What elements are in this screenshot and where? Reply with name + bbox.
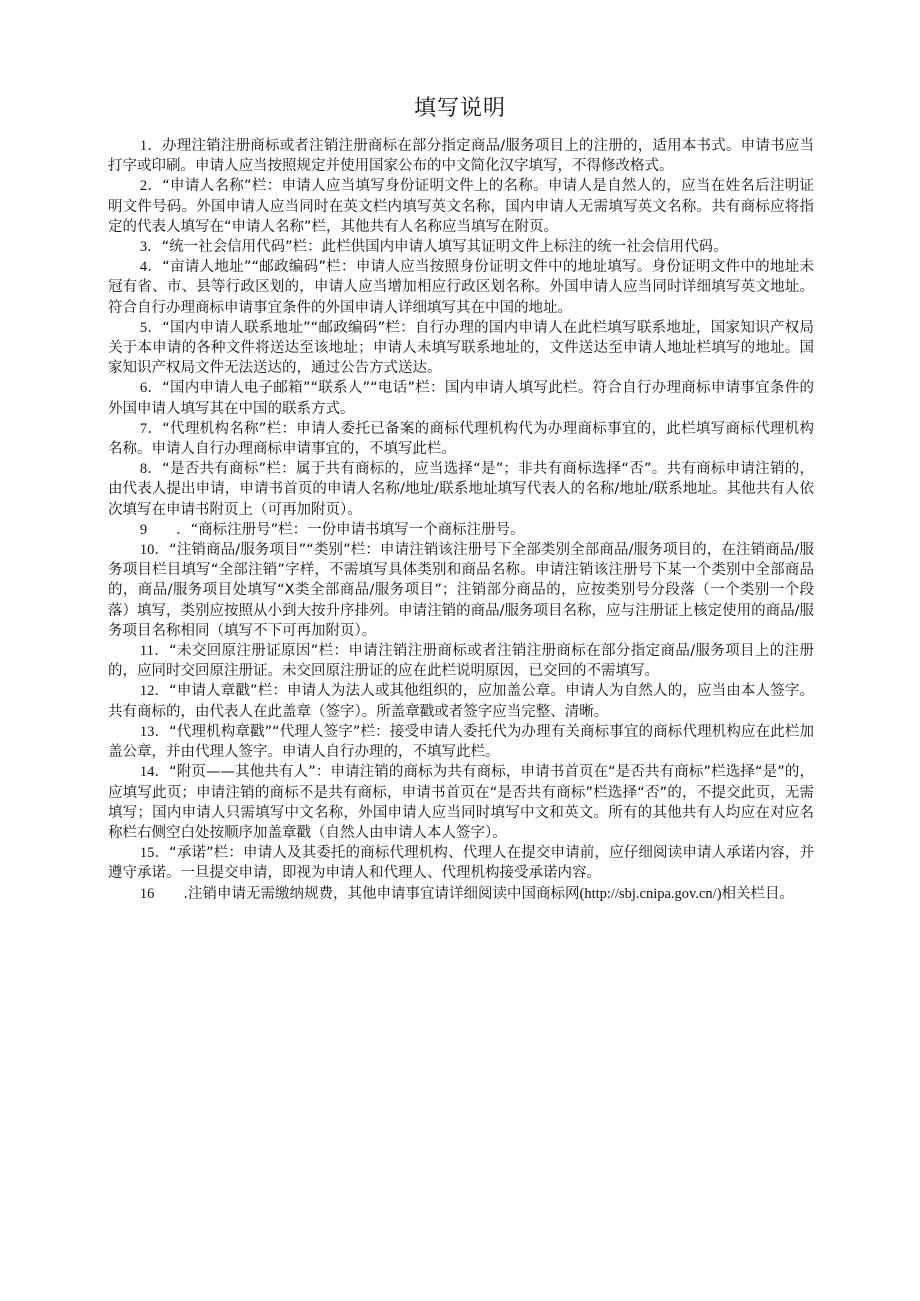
trademark-website-link[interactable]: (http://sbj.cnipa.gov.cn/): [579, 885, 722, 902]
paragraph-number: 2: [139, 178, 148, 195]
paragraph-text: .注销申请无需缴纳规费，其他申请事宜请详细阅读中国商标网: [154, 885, 580, 902]
paragraph-text: ．“承诺”栏：申请人及其委托的商标代理机构、代理人在提交申请前，应仔细阅读申请人承诺内容，并遵守承诺。一旦提交申请，即视为申请人和代理人、代理机构接受承诺内容。: [108, 845, 814, 882]
instruction-paragraph-13: [108, 722, 814, 762]
paragraph-text: ．“代理机构章戳”“代理人签字”栏：接受申请人委托代为办理有关商标事宜的商标代理机构应在此栏加盖公章，并由代理人签字。申请人自行办理的，不填写此栏。: [108, 723, 814, 761]
instruction-paragraph-7: [108, 419, 814, 459]
paragraph-text: ．“国内申请人联系地址”“邮政编码”栏：自行办理的国内申请人在此栏填写联系地址，国家知识产权局关于本申请的各种文件将送达至该地址；申请人未填写联系地址的，文件送达至申请人地址栏填写的地址。国家知识产权局文件无法送达的，通过公告方式送达。: [108, 319, 814, 377]
paragraph-text: ．“申请人章戳”栏：申请人为法人或其他组织的，应加盖公章。申请人为自然人的，应当由本人签字。共有商标的，由代表人在此盖章（签字）。所盖章戳或者签字应当完整、清晰。: [108, 683, 814, 720]
paragraph-number: 3: [139, 239, 148, 256]
paragraph-number: 10: [139, 542, 155, 559]
instructions-body: [108, 136, 814, 904]
paragraph-number: 5: [139, 319, 148, 336]
paragraph-number: 13: [139, 723, 155, 740]
paragraph-text: ．“国内申请人电子邮箱”“联系人”“电话”栏：国内申请人填写此栏。符合自行办理商标申请事宜条件的外国申请人填写其在中国的联系方式。: [108, 380, 814, 417]
paragraph-text: ．“附页——其他共有人”：申请注销的商标为共有商标，申请书首页在“是否共有商标”栏选择“是”的，应填写此页；申请注销的商标不是共有商标，申请书首页在“是否共有商标”栏选择“否”的，不提交此页，无需填写；国内申请人只需填写中文名称，外国申请人应当同时填写中文和英文。所有的其他共有人均应在对应名称栏右侧空白处按顺序加盖章戳（自然人由申请人本人签字）。: [108, 764, 814, 841]
paragraph-number: 6: [139, 380, 148, 397]
instruction-paragraph-5: [108, 318, 814, 379]
instruction-paragraph-11: [108, 641, 814, 681]
instruction-paragraph-15: [108, 843, 814, 883]
paragraph-number: 9: [139, 521, 148, 538]
instruction-paragraph-1: [108, 136, 814, 176]
paragraph-tail-text: 相关栏目。: [721, 885, 795, 902]
paragraph-number: 14: [139, 764, 155, 781]
paragraph-number: 15: [139, 845, 155, 862]
instruction-paragraph-6: [108, 378, 814, 418]
paragraph-text: ．“注销商品/服务项目”“类别”栏：申请注销该注册号下全部类别全部商品/服务项目的，在注销商品/服务项目栏目填写“全部注销”字样，不需填写具体类别和商品名称。申请注销该注册号下某一个类别中全部商品的，商品/服务项目处填写“X类全部商品/服务项目”；注销部分商品的，应按类别号分段落（一个类别一个段落）填写，类别应按照从小到大按升序排列。申请注销的商品/服务项目名称，应与注册证上核定使用的商品/服务项目名称相同（填写不下可再加附页）。: [108, 542, 814, 639]
paragraph-text: ．“商标注册号”栏：一份申请书填写一个商标注册号。: [147, 521, 525, 538]
instruction-paragraph-10: [108, 540, 814, 641]
paragraph-number: 4: [139, 259, 148, 276]
paragraph-text: ．“统一社会信用代码”栏：此栏供国内申请人填写其证明文件上标注的统一社会信用代码。: [147, 239, 728, 256]
paragraph-number: 12: [139, 683, 155, 700]
instruction-paragraph-14: [108, 762, 814, 843]
instruction-paragraph-2: [108, 176, 814, 237]
page-title: 填写说明: [413, 96, 506, 121]
paragraph-text: ．“申请人名称”栏：申请人应当填写身份证明文件上的名称。申请人是自然人的，应当在姓名后注明证明文件号码。外国申请人应当同时在英文栏内填写英文名称，国内申请人无需填写英文名称。共有商标应将指定的代表人填写在“申请人名称”栏，其他共有人名称应当填写在附页。: [108, 178, 814, 235]
instruction-paragraph-3: [108, 237, 814, 257]
instruction-paragraph-12: [108, 681, 814, 721]
paragraph-text: ．“亩请人地址”“邮政编码”栏：申请人应当按照身份证明文件中的地址填写。身份证明文件中的地址未冠有省、市、县等行政区划的，申请人应当增加相应行政区划名称。外国申请人应当同时详细填写英文地址。符合自行办理商标申请事宜条件的外国申请人详细填写其在中国的地址。: [108, 259, 814, 316]
instruction-paragraph-9: [108, 520, 814, 540]
instruction-paragraph-4: [108, 257, 814, 318]
paragraph-number: 11: [139, 643, 154, 660]
paragraph-text: ．“代理机构名称”栏：申请人委托已备案的商标代理机构代为办理商标事宜的，此栏填写商标代理机构名称。申请人自行办理商标申请事宜的，不填写此栏。: [108, 420, 814, 458]
paragraph-number: 16: [139, 885, 155, 902]
paragraph-text: ．办理注销注册商标或者注销注册商标在部分指定商品/服务项目上的注册的，适用本书式。申请书应当打字或印刷。申请人应当按照规定并使用国家公布的中文简化汉字填写，不得修改格式。: [108, 138, 814, 175]
instruction-paragraph-16: [108, 884, 814, 904]
paragraph-number: 1: [139, 138, 148, 154]
paragraph-number: 8: [139, 461, 148, 478]
paragraph-number: 7: [139, 420, 148, 437]
paragraph-text: ．“是否共有商标”栏：属于共有商标的，应当选择“是”；非共有商标选择“否”。共有商标申请注销的，由代表人提出申请，申请书首页的申请人名称/地址/联系地址填写代表人的名称/地址/联系地址。其他共有人依次填写在申请书附页上（可再加附页）。: [108, 461, 814, 518]
paragraph-text: ．“未交回原注册证原因”栏：申请注销注册商标或者注销注册商标在部分指定商品/服务项目上的注册的，应同时交回原注册证。未交回原注册证的应在此栏说明原因，已交回的不需填写。: [108, 643, 814, 680]
instruction-paragraph-8: [108, 459, 814, 520]
